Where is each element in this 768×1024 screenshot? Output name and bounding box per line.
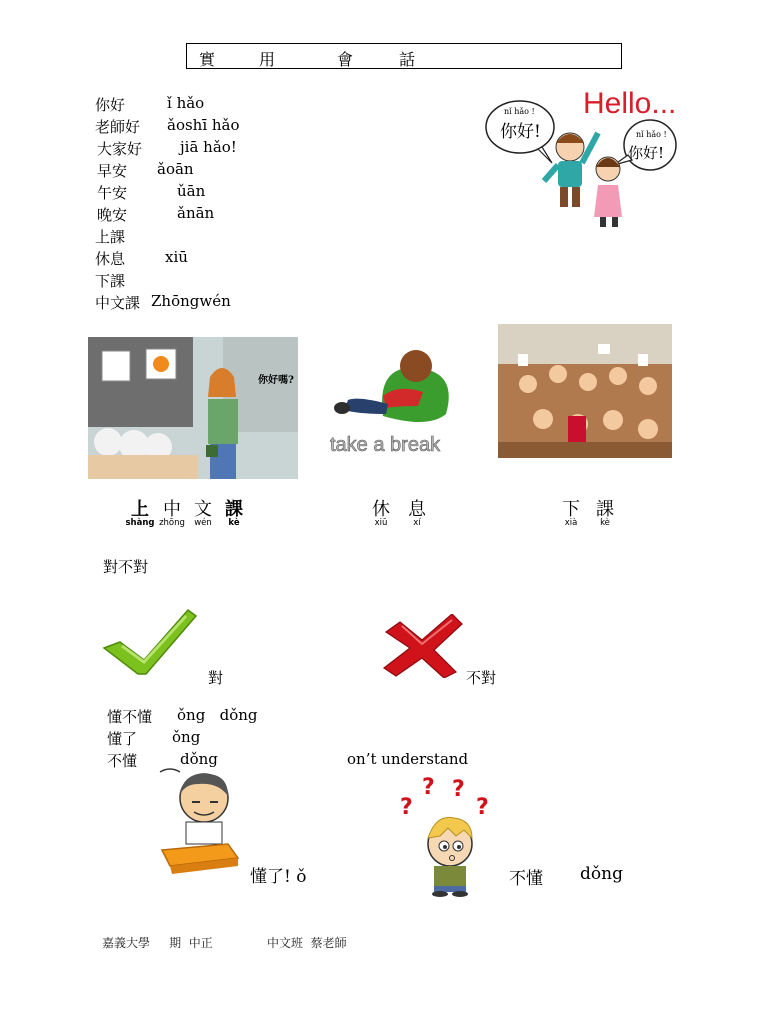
caption-pinyin: xí xyxy=(413,518,421,528)
caption-pinyin: xià xyxy=(564,518,578,528)
svg-text:?: ? xyxy=(476,795,489,820)
dong-hanzi: 不懂 xyxy=(107,752,138,770)
title-char-4: 話 xyxy=(399,50,416,69)
understood-boy-image xyxy=(158,766,246,882)
vocab-item xyxy=(95,270,125,291)
vocab-hanzi: 早安 xyxy=(97,162,128,180)
left-bubble-pinyin: nǐ hǎo ! xyxy=(504,107,535,116)
vocab-hanzi: 老師好 xyxy=(95,118,141,136)
dong-hanzi: 懂不懂 xyxy=(107,708,153,726)
vocab-pinyin: ǎnān xyxy=(177,204,215,222)
vocab-pinyin: ǐ hǎo xyxy=(167,94,205,112)
caption-pinyin: zhōng xyxy=(159,518,185,528)
footer-right: 中文班 蔡老師 xyxy=(267,936,347,950)
dong-hanzi: 懂了 xyxy=(107,730,138,748)
right-bubble-pinyin: nǐ hǎo ! xyxy=(636,130,667,139)
title-char-2: 用 xyxy=(259,50,276,69)
dong-pinyin: dǒng xyxy=(180,750,218,768)
vocab-hanzi: 休息 xyxy=(95,250,126,268)
bu-dong-pinyin: dǒng xyxy=(580,864,623,884)
caption-xiake xyxy=(556,495,636,535)
vocab-hanzi: 上課 xyxy=(95,228,126,246)
hello-kids-illustration xyxy=(482,85,677,235)
vocab-item xyxy=(97,182,206,203)
cross-mark-icon xyxy=(382,614,464,678)
cross-label: 不對 xyxy=(466,669,497,687)
title-box xyxy=(186,43,622,69)
vocab-pinyin: jiā hǎo! xyxy=(180,138,237,156)
caption-char: 文 xyxy=(194,499,212,520)
vocab-item xyxy=(95,292,231,313)
caption-char: 上 xyxy=(131,499,149,520)
vocab-item xyxy=(97,138,237,159)
dong-pinyin: ǒng dǒng xyxy=(177,706,258,724)
caption-char: 休 xyxy=(372,499,390,520)
class-dismissed-drawing xyxy=(498,324,672,458)
dui-bu-dui-heading: 對不對 xyxy=(103,558,149,576)
caption-xiuxi xyxy=(366,495,446,535)
caption-char: 課 xyxy=(596,499,614,520)
teacher-speech: 你好嗎? xyxy=(258,375,294,386)
check-label: 對 xyxy=(208,669,224,687)
dong-le-label: 懂了! ǒ xyxy=(250,867,307,887)
vocab-item xyxy=(95,116,240,137)
caption-char: 課 xyxy=(225,499,243,520)
vocab-hanzi: 大家好 xyxy=(97,140,143,158)
vocab-pinyin: ǎoān xyxy=(157,160,194,178)
vocab-pinyin: ǎoshī hǎo xyxy=(167,116,240,134)
vocab-pinyin: xiū xyxy=(165,248,188,266)
right-bubble-text: 你好! xyxy=(628,144,665,162)
vocab-item xyxy=(95,248,188,269)
vocab-pinyin: Zhōngwén xyxy=(151,292,231,310)
confused-boy-image xyxy=(398,774,496,898)
footer-left: 嘉義大學 期 中正 xyxy=(102,936,213,950)
vocab-item xyxy=(95,226,125,247)
classroom-teacher-image xyxy=(88,337,298,479)
title-char-1: 實 xyxy=(199,50,216,69)
svg-text:?: ? xyxy=(400,795,413,820)
classroom-teacher-drawing xyxy=(88,337,298,479)
vocab-hanzi: 晚安 xyxy=(97,206,128,224)
vocab-item xyxy=(97,204,215,225)
dont-understand-text: on’t understand xyxy=(347,750,469,768)
check-mark-drawing xyxy=(102,608,202,680)
dong-line xyxy=(107,728,201,749)
vocab-hanzi: 你好 xyxy=(95,96,126,114)
vocab-pinyin: ǔān xyxy=(177,182,206,200)
left-bubble-text: 你好! xyxy=(500,122,541,142)
hello-text: Hello... xyxy=(583,87,677,120)
take-a-break-text: take a break xyxy=(330,434,441,456)
caption-char: 息 xyxy=(408,499,426,520)
caption-char: 中 xyxy=(163,499,181,520)
dong-line xyxy=(107,706,258,727)
vocab-hanzi: 午安 xyxy=(97,184,128,202)
take-a-break-drawing xyxy=(328,344,468,434)
cross-mark-drawing xyxy=(382,614,464,678)
caption-pinyin: xiū xyxy=(374,518,388,528)
vocab-hanzi: 下課 xyxy=(95,272,126,290)
caption-char: 下 xyxy=(562,499,580,520)
caption-pinyin: shàng xyxy=(125,518,155,528)
caption-pinyin: kè xyxy=(600,518,610,528)
vocab-hanzi: 中文課 xyxy=(95,294,141,312)
class-dismissed-image xyxy=(498,324,672,458)
vocab-item xyxy=(95,94,205,115)
confused-boy-drawing xyxy=(398,774,496,898)
dong-line xyxy=(107,750,218,771)
caption-pinyin: kè xyxy=(228,518,240,528)
caption-shang-zhongwen-ke xyxy=(125,495,255,535)
svg-text:?: ? xyxy=(452,777,465,802)
bu-dong-label: 不懂 xyxy=(509,869,543,889)
vocab-item xyxy=(97,160,194,181)
check-mark-icon xyxy=(102,608,202,680)
dong-pinyin: ǒng xyxy=(172,728,201,746)
understood-boy-drawing xyxy=(158,766,246,882)
take-a-break-image xyxy=(328,344,468,460)
svg-text:?: ? xyxy=(422,775,435,800)
title-char-3: 會 xyxy=(337,50,354,69)
caption-pinyin: wén xyxy=(194,518,212,528)
